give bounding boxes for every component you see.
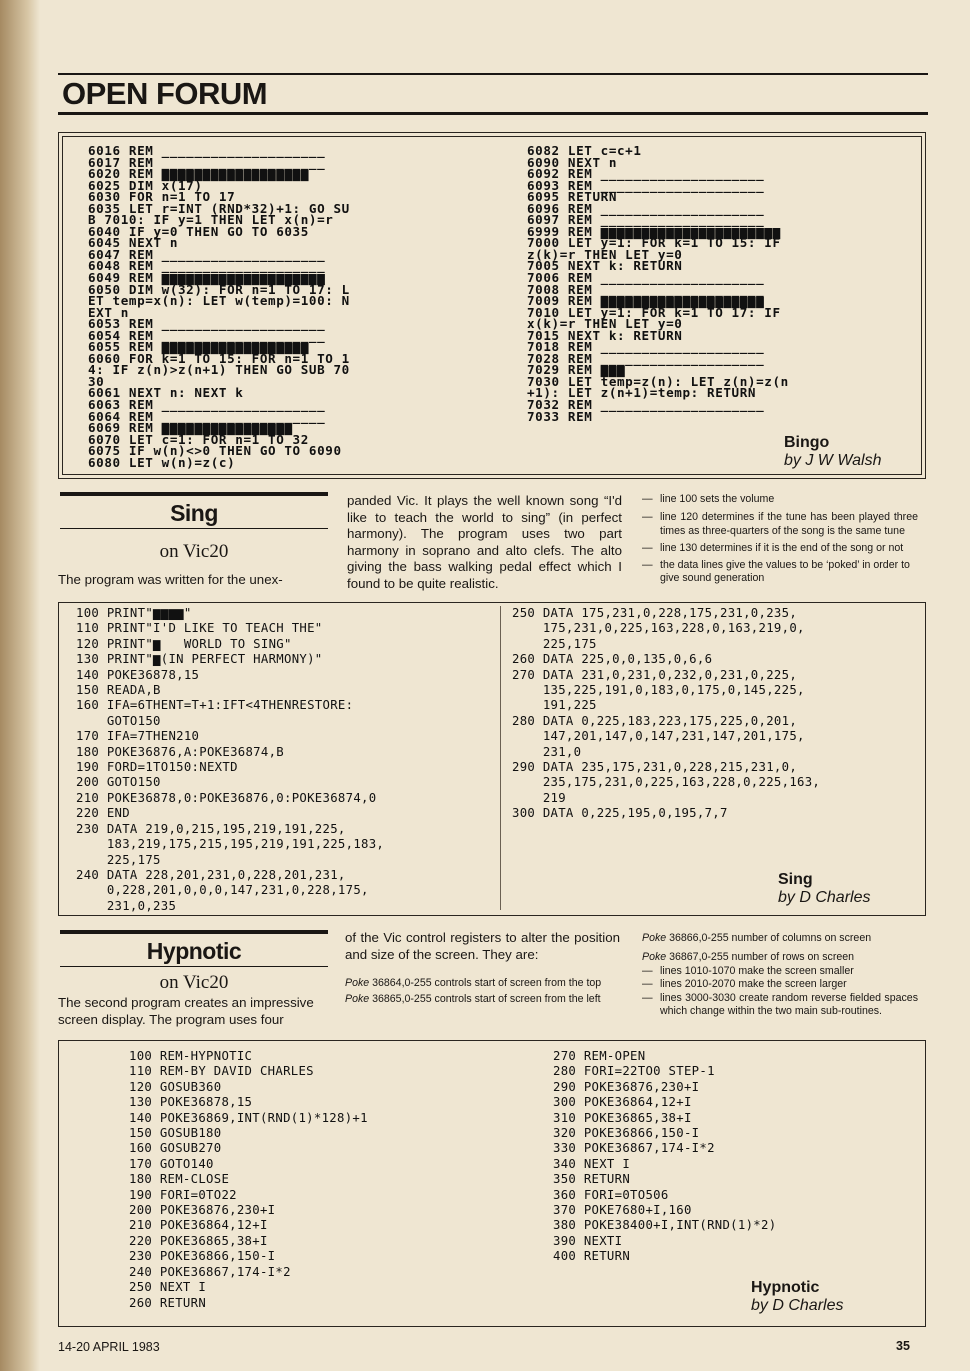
sing-caption-title: Sing — [778, 871, 813, 888]
hypnotic-title: Hypnotic — [146, 938, 242, 964]
sing-intro-middle: panded Vic. It plays the well known song “I'd like to teach the world to sing” (in perfect harmony). The program uses two part harmony in soprano and alto clefs. The alto giving the bass walking pedal effect which I found to be quite realistic. — [347, 493, 622, 591]
sing-intro-left: The program was written for the unex- — [58, 572, 283, 587]
sing-listing-divider — [500, 606, 501, 910]
header-top-rule — [58, 73, 928, 75]
hypnotic-caption-author: by D Charles — [751, 1297, 844, 1314]
hypnotic-code-left: 100 REM-HYPNOTIC 110 REM-BY DAVID CHARLES 120 GOSUB360 130 POKE36878,15 140 POKE36869,INT(RND(1)*128)+1 150 GOSUB180 160 GOSUB270 170 GOTO140 180 REM-CLOSE 190 FORI=0TO22 200 POKE36876,230+I 210 POKE36864,12+I 220 POKE36865,38+I 230 POKE36866,150-I 240 POKE36867,174-I*2 250 NEXT I 260 RETURN — [129, 1049, 368, 1310]
sing-code-right: 250 DATA 175,231,0,228,175,231,0,235, 175,231,0,225,163,228,0,163,219,0, 225,175 260 DATA 225,0,0,135,0,6,6 270 DATA 231,0,231,0,232,0,231,0,225, 135,225,191,0,183,0,175,0,145,225, 191,225 280 DATA 0,225,183,223,175,225,0,201, 147,201,147,0,147,231,147,201,175, 231,0 290 DATA 235,175,231,0,228,215,231,0, 235,175,231,0,225,163,228,0,225,163, 219 300 DATA 0,225,195,0,195,7,7 — [512, 606, 821, 821]
bingo-code-left: 6016 REM ____________________ 6017 REM ____________________ 6020 REM ▆▆▆▆▆▆▆▆▆▆▆▆▆▆▆▆▆▆ 6025 DIM x(17) 6030 FOR n=1 TO 17 6035 LET r=INT (RND*32)+1: GO SU B 7010: IF y=1 THEN LET x(n)=r 6040 IF y=0 THEN GO TO 6035 6045 NEXT n 6047 REM ____________________ 6048 REM ____________________ 6049 REM ▆▆▆▆▆▆▆▆▆▆▆▆▆▆▆▆▆▆▆▆ 6050 DIM w(32): FOR n=1 TO 17: L ET temp=x(n): LET w(temp)=100: N EXT n 6053 REM ____________________ 6054 REM ____________________ 6055 REM ▆▆▆▆▆▆▆▆▆▆▆▆▆▆▆▆▆▆ 6060 FOR k=1 TO 15: FOR n=1 TO 1 4: IF z(n)>z(n+1) THEN GO SUB 70 30 6061 NEXT n: NEXT k 6063 REM ____________________ 6064 REM ____________________ 6069 REM ▆▆▆▆▆▆▆▆▆▆▆▆▆▆▆▆ 6070 LET c=1: FOR n=1 TO 32 6075 IF w(n)<>0 THEN GO TO 6090 6080 LET w(n)=z(c) — [88, 143, 350, 470]
poke-description: Poke 36864,0-255 controls start of screen from the top — [345, 977, 602, 989]
hypnotic-intro-left: The second program creates an impressive screen display. The program uses four — [58, 995, 314, 1027]
hypnotic-caption-title: Hypnotic — [751, 1279, 820, 1296]
bingo-caption-author: by J W Walsh — [784, 452, 882, 469]
sing-code-left: 100 PRINT"▆▆▆▆" 110 PRINT"I'D LIKE TO TEACH THE" 120 PRINT"▆ WORLD TO SING" 130 PRINT"▆(IN PERFECT HARMONY)" 140 POKE36878,15 150 READA,B 160 IFA=6THENT=T+1:IFT<4THENRESTORE: GOTO150 170 IFA=7THEN210 180 POKE36876,A:POKE36874,B 190 FORD=1TO150:NEXTD 200 GOTO150 210 POKE36878,0:POKE36876,0:POKE36874,0 220 END 230 DATA 219,0,215,195,219,191,225, 183,219,175,215,195,219,191,225,183, 225,175 240 DATA 228,201,231,0,228,201,231, 0,228,201,0,0,0,147,231,0,228,175, 231,0,235 — [76, 606, 385, 913]
sing-subtitle: on Vic20 — [159, 541, 229, 562]
poke-description: Poke 36867,0-255 number of rows on screen — [642, 950, 855, 963]
hypnotic-pokes-right — [642, 932, 920, 964]
sing-note: — line 120 determines if the tune has been played three times as three-quarters of the song is the same tune — [642, 511, 918, 537]
hypnotic-note: — lines 3000-3030 create random reverse fielded spaces which change within the two main sub-routines. — [642, 991, 918, 1017]
page-gutter-shadow — [0, 0, 40, 1371]
sing-title: Sing — [170, 500, 218, 526]
sing-note: — line 100 sets the volume — [642, 493, 775, 505]
header-bottom-rule — [58, 112, 928, 115]
hypnotic-intro-middle: of the Vic control registers to alter the position and size of the screen. They are: — [345, 930, 620, 962]
sing-title-rule-top — [60, 492, 328, 496]
poke-description: Poke 36866,0-255 number of columns on screen — [642, 932, 872, 944]
hypnotic-title-rule-top — [60, 930, 328, 934]
hypnotic-pokes-middle — [345, 977, 620, 1006]
hypnotic-note: — lines 1010-1070 make the screen smaller — [642, 965, 854, 977]
bingo-code-right: 6082 LET c=c+1 6090 NEXT n 6092 REM ____________________ 6093 REM ____________________ 6095 RETURN 6096 REM ____________________ 6097 REM ____________________ 6999 REM ▆▆▆▆▆▆▆▆▆▆▆▆▆▆▆▆▆▆▆▆▆▆ 7000 LET y=1: FOR k=1 TO 15: IF z(k)=r THEN LET y=0 7005 NEXT k: RETURN 7006 REM ____________________ 7008 REM ____________________ 7009 REM ▆▆▆▆▆▆▆▆▆▆▆▆▆▆▆▆▆▆▆▆ 7010 LET y=1: FOR k=1 TO 17: IF x(k)=r THEN LET y=0 7015 NEXT k: RETURN 7018 REM ____________________ 7028 REM ____________________ 7029 REM ▆▆▆ 7030 LET temp=z(n): LET z(n)=z(n +1): LET z(n+1)=temp: RETURN 7032 REM ____________________ 7033 REM — [527, 143, 789, 424]
page-number: 35 — [896, 1339, 910, 1353]
issue-date: 14-20 APRIL 1983 — [58, 1340, 160, 1354]
hypnotic-code-right: 270 REM-OPEN 280 FORI=22TO0 STEP-1 290 POKE36876,230+I 300 POKE36864,12+I 310 POKE36865,38+I 320 POKE36866,150-I 330 POKE36867,174-I*2 340 NEXT I 350 RETURN 360 FORI=0TO506 370 POKE7680+I,160 380 POKE38400+I,INT(RND(1)*2) 390 NEXTI 400 RETURN — [553, 1049, 777, 1264]
hypnotic-title-rule-bottom — [60, 966, 328, 967]
section-title: OPEN FORUM — [62, 76, 268, 111]
poke-description: Poke 36865,0-255 controls start of screen from the left — [345, 992, 601, 1005]
sing-title-rule-bottom — [60, 528, 328, 529]
bingo-caption-title: Bingo — [784, 434, 830, 451]
sing-caption-author: by D Charles — [778, 889, 871, 906]
sing-note: — the data lines give the values to be ‘poked’ in order to give sound generation — [642, 559, 910, 585]
hypnotic-note: — lines 2010-2070 make the screen larger — [642, 978, 847, 991]
sing-note: — line 130 determines if it is the end of the song or not — [642, 541, 904, 554]
sing-notes — [642, 493, 918, 586]
hypnotic-notes — [642, 965, 918, 1018]
hypnotic-subtitle: on Vic20 — [159, 972, 229, 993]
